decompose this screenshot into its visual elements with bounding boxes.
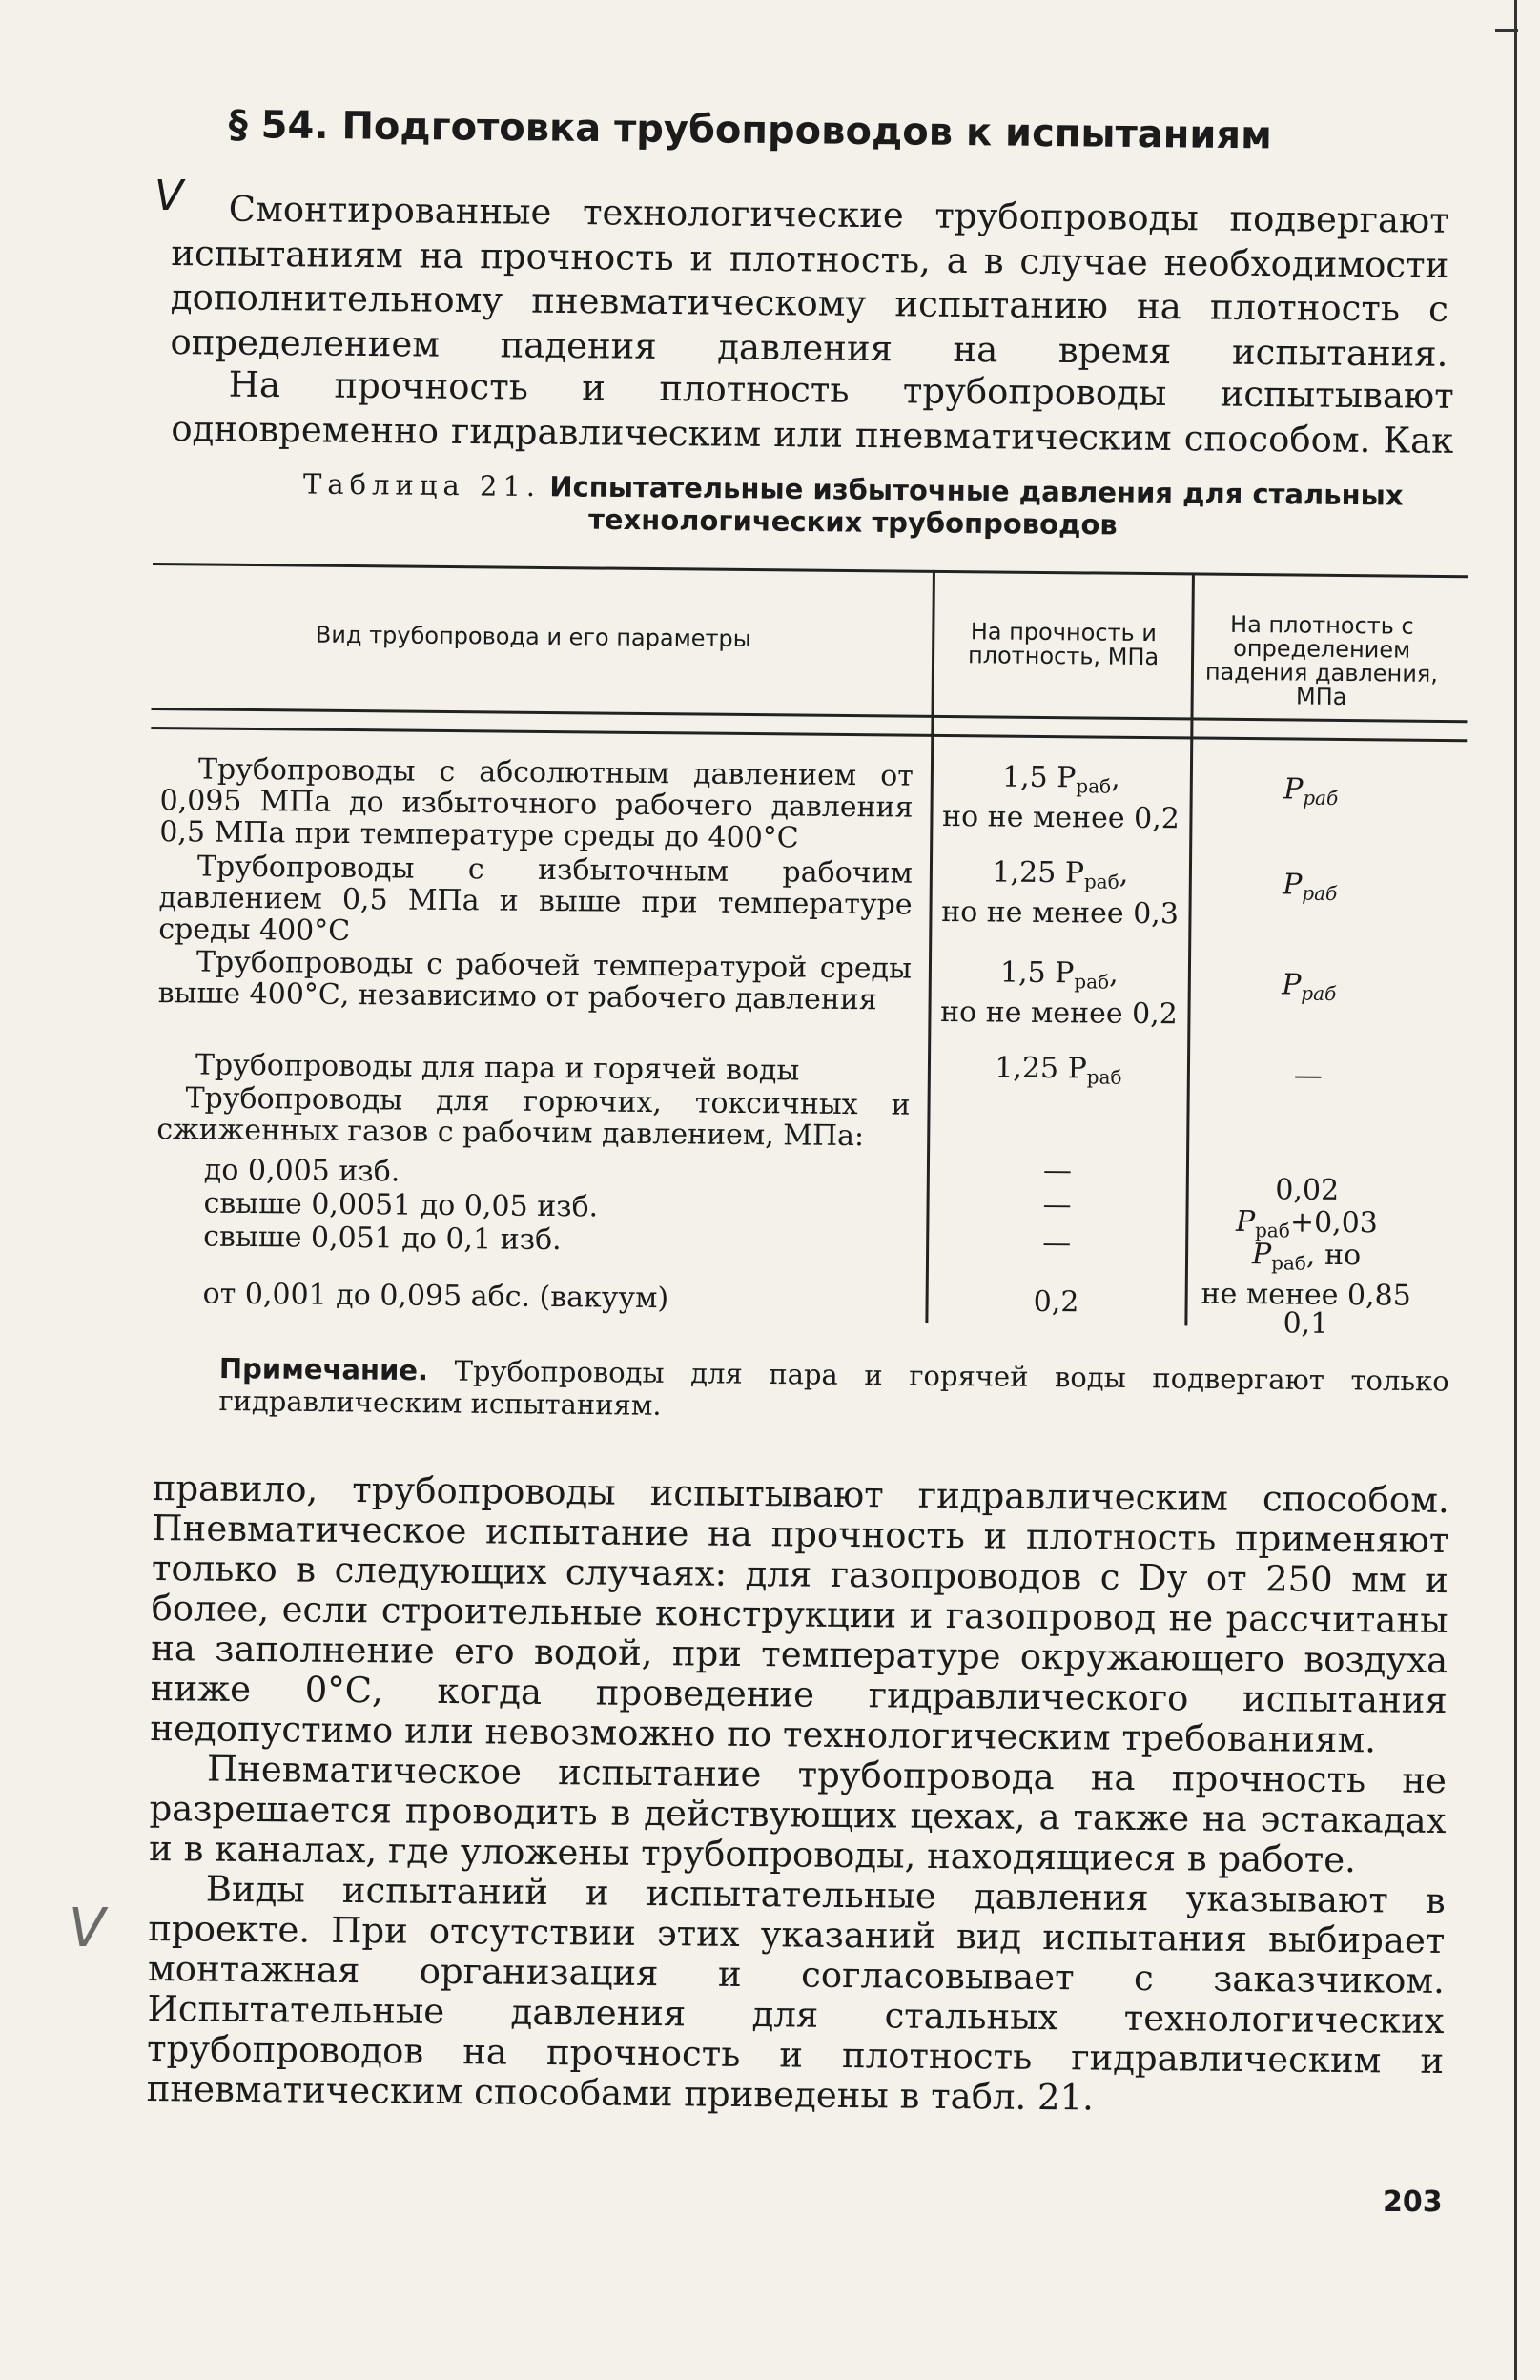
row-7-strength: — bbox=[1042, 1187, 1072, 1222]
header-density: На плотность с определением падения давления, МПа bbox=[1204, 610, 1439, 711]
row-1-desc: Трубопроводы с абсолютным давлением от 0,095 МПа до избыточного рабочего давления 0,5 МПа при температуре среды до 400°С bbox=[159, 752, 914, 855]
table-top-rule bbox=[153, 563, 1468, 578]
table-title-line1: Испытательные избыточные давления для стальных bbox=[549, 470, 1404, 512]
row-8-density-note: не менее 0,85 bbox=[1201, 1277, 1411, 1313]
row-2-desc: Трубопроводы с избыточным рабочим давлением 0,5 МПа и выше при температуре среды 400°С bbox=[158, 850, 914, 949]
intro-paragraph: Смонтированные технологические трубопроводы подвергают испытаниям на прочность и плотность, а в случае необходимости дополнительному пневматическому испытанию на плотность с определением падения давления на время испытания. bbox=[170, 188, 1449, 375]
header-strength: На прочность и плотность, МПа bbox=[967, 618, 1160, 671]
row-2-strength: 1,25 $Р_{раб}$, но не менее 0,3 bbox=[940, 855, 1180, 932]
second-paragraph: На прочность и плотность трубопроводы испытывают одновременно гидравлическим или пневматическим способом. Как bbox=[171, 363, 1454, 462]
row-3-strength-note: но не менее 0,2 bbox=[939, 995, 1179, 1032]
row-4-strength: 1,25 $Р_{раб}$ bbox=[995, 1051, 1122, 1089]
row-3-desc: Трубопроводы с рабочей температурой среды выше 400°С, независимо от рабочего давления bbox=[157, 945, 913, 1017]
table-title-line2: технологических трубопроводов bbox=[587, 503, 1118, 542]
row-6-desc: до 0,005 изб. bbox=[203, 1153, 400, 1189]
row-1-strength: 1,5 $Р_{раб}$, но не менее 0,2 bbox=[941, 760, 1180, 836]
header-pipeline-type: Вид трубопровода и его параметры bbox=[315, 621, 751, 653]
note-text: Трубопроводы для пара и горячей воды подвергают только гидравлическим испытаниям. bbox=[218, 1354, 1449, 1422]
margin-check-mark-1: V bbox=[154, 172, 184, 220]
table-caption bbox=[257, 467, 1449, 544]
row-2-strength-note: но не менее 0,3 bbox=[940, 894, 1180, 932]
row-1-strength-note: но не менее 0,2 bbox=[941, 799, 1180, 836]
row-3-strength: 1,5 $Р_{раб}$, но не менее 0,2 bbox=[939, 955, 1179, 1032]
row-2-density: $Р_{раб}$ bbox=[1283, 868, 1338, 905]
body-text bbox=[147, 1468, 1449, 2122]
pressure-table bbox=[145, 563, 1468, 1341]
row-7-desc: свыше 0,0051 до 0,05 изб. bbox=[203, 1186, 599, 1224]
row-4-desc: Трубопроводы для пара и горячей воды bbox=[195, 1048, 800, 1088]
table-header-rule bbox=[151, 727, 1467, 742]
page-edge-rule bbox=[1514, 0, 1517, 2380]
row-8-strength: — bbox=[1042, 1225, 1072, 1261]
paragraph-2: Пневматическое испытание трубопровода на прочность не разрешается проводить в действующих цехах, а также на эстакадах и в каналах, где уложены трубопроводы, находящиеся в работе. bbox=[148, 1748, 1448, 1881]
note-label: Примечание. bbox=[218, 1352, 429, 1387]
row-7-density: $Р_{раб}+0,03$ bbox=[1235, 1204, 1379, 1242]
row-9-strength: 0,2 bbox=[1033, 1284, 1079, 1320]
row-8-desc: свыше 0,051 до 0,1 изб. bbox=[203, 1220, 562, 1258]
corner-mark bbox=[1495, 29, 1518, 32]
row-8-density: $Р_{раб}$, но не менее 0,85 bbox=[1201, 1238, 1411, 1313]
row-5-desc: Трубопроводы для горючих, токсичных и сжиженных газов с рабочим давлением, МПа: bbox=[156, 1081, 911, 1154]
paragraph-3: Виды испытаний и испытательные давления указывают в проекте. При отсутствии этих указаний вид испытания выбирает монтажная организация и согласовывает с заказчиком. Испытательные давления для стальных технологических трубопроводов на прочность и плотность гидравлическим и пневматическим способами приведены в табл. 21. bbox=[146, 1868, 1446, 2119]
page-number: 203 bbox=[1383, 2185, 1443, 2219]
row-9-desc: от 0,001 до 0,095 абс. (вакуум) bbox=[202, 1277, 669, 1316]
section-title: § 54. Подготовка трубопроводов к испытаниям bbox=[228, 103, 1273, 158]
paragraph-1: правило, трубопроводы испытывают гидравлическим способом. Пневматическое испытание на прочность и плотность применяют только в следующих случаях: для газопроводов с Dу от 250 мм и более, если строительные конструкции и газопровод не рассчитаны на заполнение его водой, при температуре окружающего воздуха ниже 0°С, когда проведение гидравлического испытания недопустимо или невозможно по технологическим требованиям. bbox=[150, 1467, 1449, 1761]
row-1-density: $Р_{раб}$ bbox=[1283, 772, 1339, 810]
table-note bbox=[218, 1352, 1449, 1430]
row-6-density: 0,02 bbox=[1275, 1173, 1340, 1207]
row-4-density: — bbox=[1293, 1058, 1324, 1093]
margin-check-mark-2: V bbox=[69, 1898, 106, 1959]
row-3-density: $Р_{раб}$ bbox=[1282, 968, 1337, 1005]
table-header-top-rule bbox=[152, 708, 1468, 723]
row-6-strength: — bbox=[1042, 1153, 1073, 1188]
table-label: Таблица 21. bbox=[302, 467, 542, 503]
row-9-density: 0,1 bbox=[1283, 1306, 1329, 1341]
